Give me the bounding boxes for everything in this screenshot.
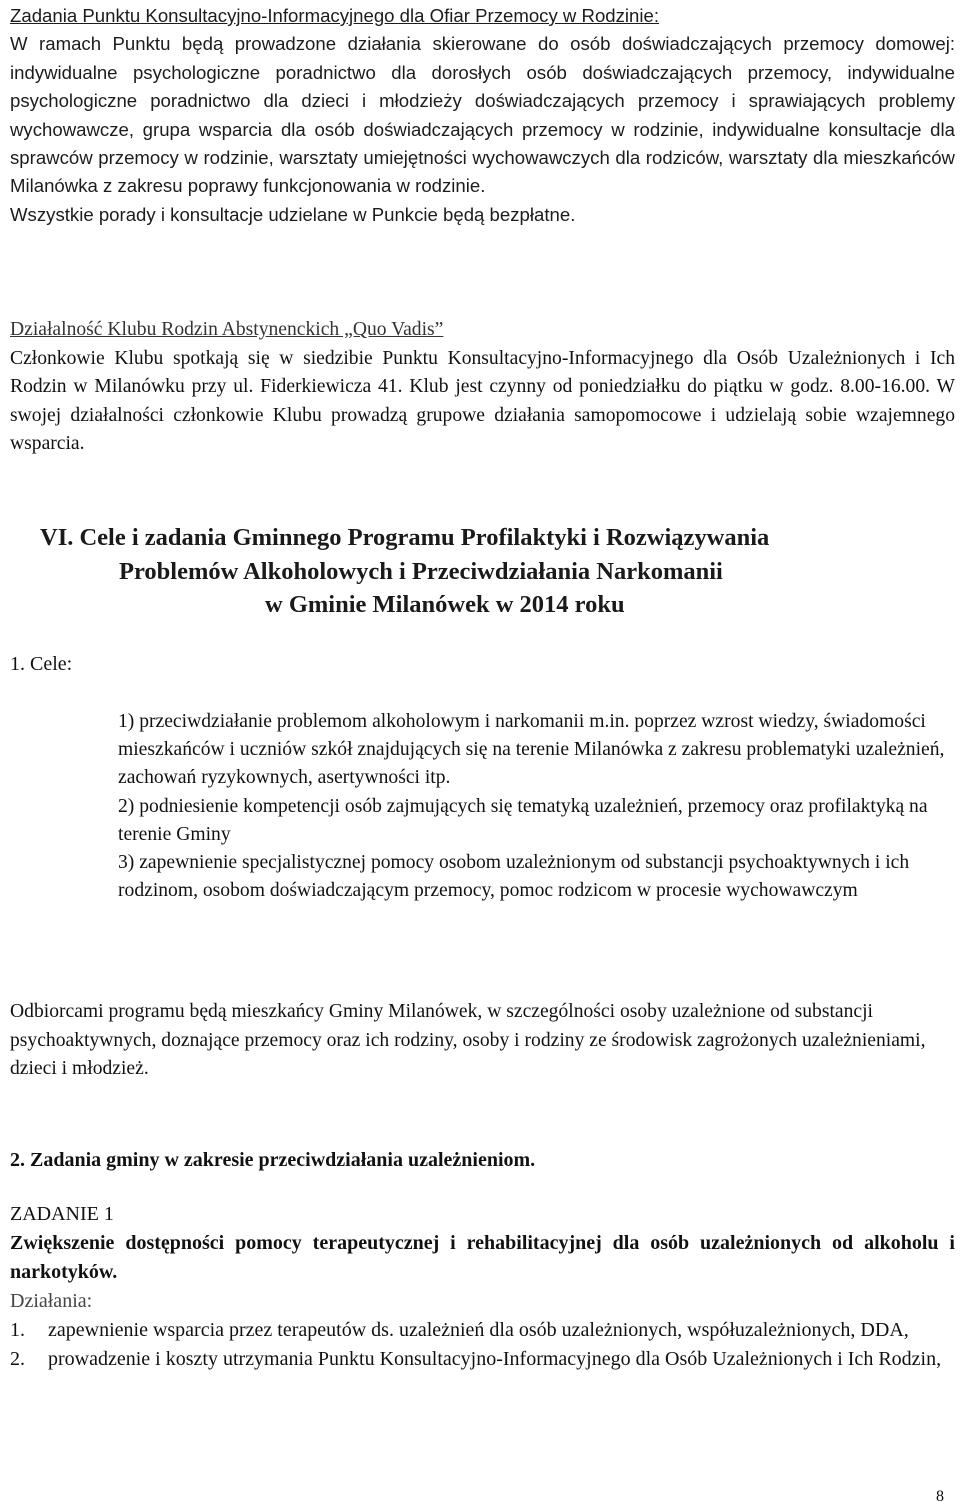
zadanie-1-section [10,1200,955,1374]
odbiorcy-text: Odbiorcami programu będą mieszkańcy Gminy Milanówek, w szczególności osoby uzależnione od substancji psychoaktywnych, doznające przemocy oraz ich rodziny, osoby i rodziny ze środowisk zagrożonych uzależnieniami, dzieci i młodzież. [10,1001,926,1079]
punkt-body: W ramach Punktu będą prowadzone działania skierowane do osób doświadczających przemocy domowej: indywidualne psychologiczne poradnictwo dla dorosłych osób doświadczających przemocy, indywidualne psychologiczne poradnictwo dla dzieci i młodzieży doświadczających przemocy i sprawiających problemy wychowawcze, grupa wsparcia dla osób doświadczających przemocy w rodzinie, indywidualne konsultacje dla sprawców przemocy w rodzinie, warsztaty umiejętności wychowawczych dla rodziców, warsztaty dla mieszkańców Milanówka z zakresu poprawy funkcjonowania w rodzinie. [10,33,955,197]
chapter-heading-line-2: Problemów Alkoholowych i Przeciwdziałania Narkomanii [119,557,723,585]
cele-label: 1. Cele: [10,653,73,675]
cele-list [118,708,958,905]
dzialania-label: Działania: [10,1290,93,1312]
punkt-free-note: Wszystkie porady i konsultacje udzielane w Punkcie będą bezpłatne. [10,203,576,225]
klub-section [10,316,955,459]
klub-body: Członkowie Klubu spotkają się w siedzibie Punktu Konsultacyjno-Informacyjnego dla Osób Uzależnionych i Ich Rodzin w Milanówku przy ul. Fiderkiewicza 41. Klub jest czynny od poniedziałku do piątku w godz. 8.00-16.00. W swojej działalności członkowie Klubu prowadzą grupowe działania samopomocowe i udzielają sobie wzajemnego wsparcia. [10,347,955,455]
chapter-heading-line-3: w Gminie Milanówek w 2014 roku [265,591,625,618]
klub-heading: Działalność Klubu Rodzin Abstynenckich „Quo Vadis” [10,319,444,340]
cele-item: 3) zapewnienie specjalistycznej pomocy osobom uzależnionym od substancji psychoaktywnych i ich rodzinom, osobom doświadczającym przemocy, pomoc rodzicom w procesie wychowawczym [118,852,910,902]
zadanie-1-label: ZADANIE 1 [10,1203,114,1225]
zadanie-1-title: Zwiększenie dostępności pomocy terapeutycznej i rehabilitacyjnej dla osób uzależnionych od alkoholu i narkotyków. [10,1232,955,1283]
odbiorcy-section [10,998,955,1084]
punkt-section [10,2,955,229]
zadania-heading: 2. Zadania gminy w zakresie przeciwdziałania uzależnieniom. [10,1149,536,1171]
punkt-heading: Zadania Punktu Konsultacyjno-Informacyjnego dla Ofiar Przemocy w Rodzinie: [10,5,660,26]
list-item-text: prowadzenie i koszty utrzymania Punktu Konsultacyjno-Informacyjnego dla Osób Uzależnionych i Ich Rodzin, [48,1348,942,1370]
chapter-heading [40,521,940,622]
list-item-number: 2. [10,1348,25,1370]
list-item [10,1345,955,1374]
list-item-text: zapewnienie wsparcia przez terapeutów ds. uzależnień dla osób uzależnionych, współuzależnionych, DDA, [48,1319,909,1341]
chapter-heading-line-1: VI. Cele i zadania Gminnego Programu Profilaktyki i Rozwiązywania [40,524,770,551]
cele-item: 1) przeciwdziałanie problemom alkoholowym i narkomanii m.in. poprzez wzrost wiedzy, świadomości mieszkańców i uczniów szkół znajdujących się na terenie Milanówka z zakresu problematyki uzależnień, zachowań ryzykownych, asertywności itp. [118,711,945,789]
list-item [10,1316,955,1345]
cele-item: 2) podniesienie kompetencji osób zajmujących się tematyką uzależnień, przemocy oraz profilaktyką na terenie Gminy [118,795,928,845]
page-number: 8 [936,1488,944,1505]
list-item-number: 1. [10,1319,25,1341]
dzialania-list [10,1316,955,1374]
